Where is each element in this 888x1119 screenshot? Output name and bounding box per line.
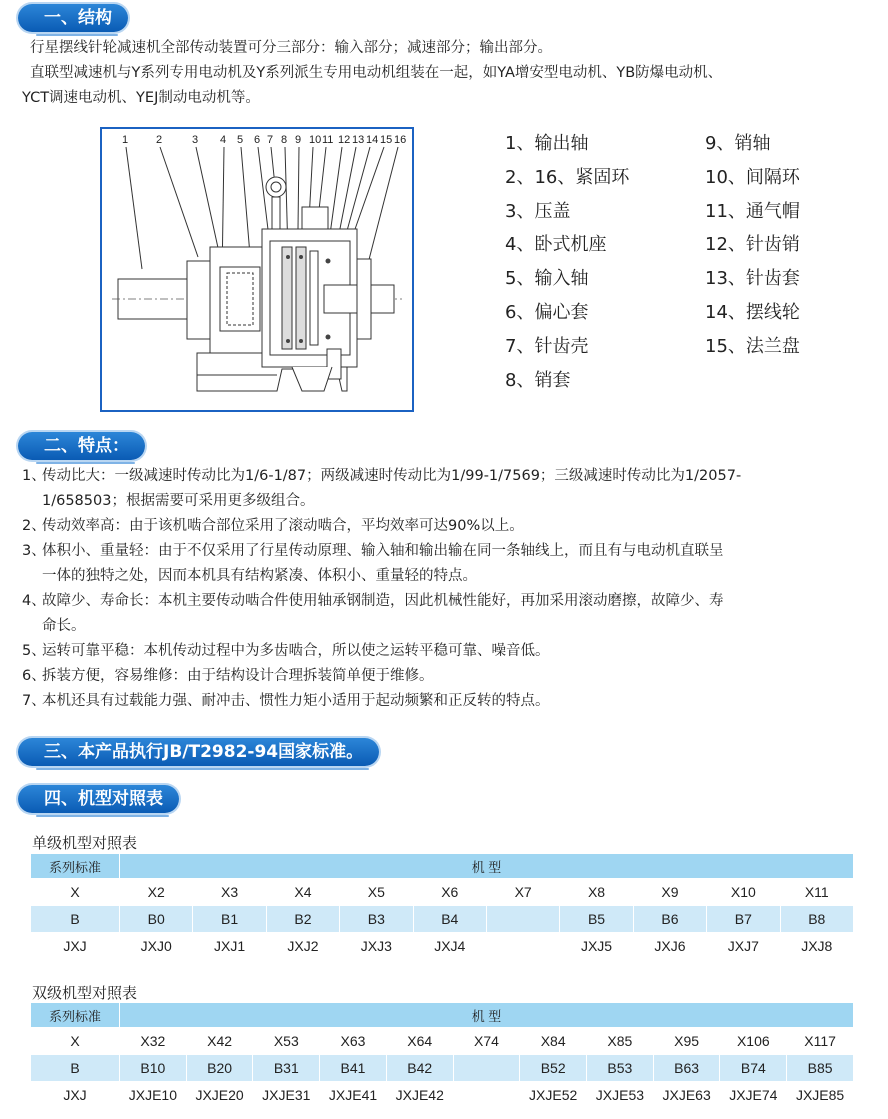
feature-line: 传动比大：一级减速时传动比为1/6-1/87；两级减速时传动比为1/99-1/7569；三级减速时传动比为1/2057- — [42, 468, 742, 484]
feature-number: 3、 — [22, 543, 46, 559]
table-cell: B20 — [187, 1055, 253, 1081]
part-item: 14、摆线轮 — [705, 301, 800, 323]
section-header-model-table: 四、机型对照表 — [18, 785, 179, 813]
feature-text — [42, 539, 872, 589]
part-item: 15、法兰盘 — [705, 335, 800, 357]
feature-number: 2、 — [22, 518, 46, 534]
table-cell: X63 — [320, 1028, 386, 1054]
callout-number: 9 — [295, 134, 302, 146]
part-item: 10、间隔环 — [705, 166, 800, 188]
part-item: 11、通气帽 — [705, 200, 800, 222]
feature-line: 一体的独特之处，因而本机具有结构紧凑、体积小、重量轻的特点。 — [42, 568, 477, 584]
table-header-row — [31, 1003, 853, 1027]
feature-line: 1/658503；根据需要可采用更多级组合。 — [42, 493, 315, 509]
callout-leader-line — [126, 147, 142, 269]
table-cell: B1 — [193, 906, 265, 932]
table-cell: X74 — [454, 1028, 520, 1054]
feature-text — [42, 689, 872, 714]
feature-line: 体积小、重量轻：由于不仅采用了行星传动原理、输入轴和输出输在同一条轴线上，而且有与电动机直联呈 — [42, 543, 724, 559]
reducer-cross-section-diagram — [100, 127, 414, 412]
callout-number: 11 — [322, 134, 334, 146]
table-cell: B10 — [120, 1055, 186, 1081]
part-item: 5、输入轴 — [505, 268, 589, 290]
table-cell: B74 — [720, 1055, 786, 1081]
table-cell: JXJ8 — [781, 933, 853, 959]
feature-line: 本机还具有过载能力强、耐冲击、惯性力矩小适用于起动频繁和正反转的特点。 — [42, 693, 550, 709]
table-row — [31, 1055, 853, 1081]
table-cell — [487, 906, 559, 932]
part-item: 9、销轴 — [705, 133, 771, 154]
diagram-drawing — [102, 129, 412, 410]
callout-number: 2 — [156, 134, 163, 146]
table-header-model: 机 型 — [120, 1003, 853, 1027]
table-cell: B41 — [320, 1055, 386, 1081]
table-cell: JXJE41 — [320, 1082, 386, 1108]
row-label: B — [31, 1055, 119, 1081]
feature-item — [22, 514, 872, 539]
parts-list-right — [705, 127, 800, 364]
table-cell: B6 — [634, 906, 706, 932]
feature-item — [22, 539, 872, 589]
table-cell: JXJ0 — [120, 933, 192, 959]
table-cell: B8 — [781, 906, 853, 932]
table-cell — [454, 1082, 520, 1108]
table-cell: B2 — [267, 906, 339, 932]
part-item: 1、输出轴 — [505, 133, 589, 154]
callout-number: 15 — [380, 134, 393, 146]
feature-item — [22, 689, 872, 714]
table-cell: B52 — [520, 1055, 586, 1081]
features-list — [22, 464, 872, 714]
table-header-model: 机 型 — [120, 854, 853, 878]
callout-leader-line — [196, 147, 220, 257]
table-cell: X84 — [520, 1028, 586, 1054]
feature-number: 1、 — [22, 468, 46, 484]
table-cell: X8 — [560, 879, 632, 905]
feature-text — [42, 514, 872, 539]
table-header-row — [31, 854, 853, 878]
table-cell: X11 — [781, 879, 853, 905]
structure-line-3: YCT调速电动机、YEJ制动电动机等。 — [22, 90, 260, 106]
table-cell: JXJ6 — [634, 933, 706, 959]
table-cell: JXJE74 — [720, 1082, 786, 1108]
feature-number: 5、 — [22, 643, 46, 659]
feature-number: 6、 — [22, 668, 46, 684]
part-item: 13、针齿套 — [705, 268, 800, 290]
feature-line: 拆装方便，容易维修：由于结构设计合理拆装简单便于维修。 — [42, 668, 434, 684]
table-cell: B42 — [387, 1055, 453, 1081]
feature-line: 命长。 — [42, 618, 86, 634]
table-cell: B7 — [707, 906, 779, 932]
table-corner-label: 系列标准 — [31, 1003, 119, 1027]
feature-item — [22, 589, 872, 639]
table-cell: X9 — [634, 879, 706, 905]
parts-list-left — [505, 127, 629, 397]
table-cell: JXJE10 — [120, 1082, 186, 1108]
feature-number: 4、 — [22, 593, 46, 609]
table-cell: JXJ4 — [414, 933, 486, 959]
table-cell: X85 — [587, 1028, 653, 1054]
table-cell: B63 — [654, 1055, 720, 1081]
section-header-features: 二、特点： — [18, 432, 145, 460]
table-cell: X95 — [654, 1028, 720, 1054]
part-item: 6、偏心套 — [505, 301, 589, 323]
row-label: X — [31, 879, 119, 905]
part-item: 3、压盖 — [505, 200, 571, 222]
table-cell: B53 — [587, 1055, 653, 1081]
table-cell: X32 — [120, 1028, 186, 1054]
table-cell: X106 — [720, 1028, 786, 1054]
table-corner-label: 系列标准 — [31, 854, 119, 878]
feature-item — [22, 464, 872, 514]
callout-number: 1 — [122, 134, 129, 146]
table-cell: X7 — [487, 879, 559, 905]
table-cell: X53 — [253, 1028, 319, 1054]
table-cell: JXJE53 — [587, 1082, 653, 1108]
table-cell: B85 — [787, 1055, 853, 1081]
feature-item — [22, 664, 872, 689]
table-row — [31, 879, 853, 905]
section-header-structure: 一、结构 — [18, 4, 128, 32]
table-cell: X10 — [707, 879, 779, 905]
table-cell — [454, 1055, 520, 1081]
callout-leader-line — [298, 147, 299, 229]
table-cell: X2 — [120, 879, 192, 905]
row-label: X — [31, 1028, 119, 1054]
table-cell: X3 — [193, 879, 265, 905]
callout-number: 8 — [281, 134, 288, 146]
single-stage-table-title: 单级机型对照表 — [32, 834, 138, 852]
callout-number: 7 — [267, 134, 274, 146]
table-cell: X64 — [387, 1028, 453, 1054]
table-cell — [487, 933, 559, 959]
single-stage-table — [30, 853, 854, 960]
callout-number: 14 — [366, 134, 379, 146]
double-stage-table-title: 双级机型对照表 — [32, 984, 138, 1002]
table-cell: JXJE42 — [387, 1082, 453, 1108]
part-item: 7、针齿壳 — [505, 335, 589, 357]
table-cell: JXJ2 — [267, 933, 339, 959]
table-cell: B0 — [120, 906, 192, 932]
table-cell: X117 — [787, 1028, 853, 1054]
table-cell: JXJ5 — [560, 933, 632, 959]
callout-number: 13 — [352, 134, 365, 146]
part-item: 2、16、紧固环 — [505, 166, 630, 188]
structure-line-1: 行星摆线针轮减速机全部传动装置可分三部分：输入部分；减速部分；输出部分。 — [30, 40, 552, 56]
feature-text — [42, 589, 872, 639]
table-cell: JXJ7 — [707, 933, 779, 959]
feature-number: 7、 — [22, 693, 46, 709]
table-cell: B3 — [340, 906, 412, 932]
table-cell: B31 — [253, 1055, 319, 1081]
table-cell: JXJE31 — [253, 1082, 319, 1108]
callout-number: 4 — [220, 134, 227, 146]
part-item: 8、销套 — [505, 369, 571, 391]
feature-item — [22, 639, 872, 664]
table-cell: JXJE20 — [187, 1082, 253, 1108]
table-row — [31, 906, 853, 932]
row-label: JXJ — [31, 933, 119, 959]
feature-line: 运转可靠平稳：本机传动过程中为多齿啮合，所以使之运转平稳可靠、噪音低。 — [42, 643, 550, 659]
part-item: 4、卧式机座 — [505, 234, 607, 256]
structure-text — [22, 36, 723, 111]
table-cell: B4 — [414, 906, 486, 932]
table-cell: B5 — [560, 906, 632, 932]
callout-number: 6 — [254, 134, 261, 146]
table-cell: X4 — [267, 879, 339, 905]
part-item: 12、针齿销 — [705, 234, 800, 256]
table-cell: X6 — [414, 879, 486, 905]
callout-leader-line — [160, 147, 198, 257]
double-stage-table — [30, 1002, 854, 1109]
table-cell: JXJ1 — [193, 933, 265, 959]
callout-number: 10 — [309, 134, 322, 146]
callout-number: 16 — [394, 134, 407, 146]
feature-line: 故障少、寿命长：本机主要传动啮合件使用轴承钢制造，因此机械性能好，再加采用滚动磨擦，故障少、寿 — [42, 593, 724, 609]
structure-line-2: 直联型减速机与Y系列专用电动机及Y系列派生专用电动机组装在一起，如YA增安型电动机、YB防爆电动机、 — [30, 65, 723, 81]
table-cell: JXJE63 — [654, 1082, 720, 1108]
table-row — [31, 933, 853, 959]
table-cell: X42 — [187, 1028, 253, 1054]
feature-text — [42, 664, 872, 689]
callout-number: 12 — [338, 134, 351, 146]
callout-number: 5 — [237, 134, 244, 146]
feature-text — [42, 464, 872, 514]
feature-text — [42, 639, 872, 664]
table-row — [31, 1082, 853, 1108]
table-cell: JXJE85 — [787, 1082, 853, 1108]
table-cell: JXJE52 — [520, 1082, 586, 1108]
feature-line: 传动效率高：由于该机啮合部位采用了滚动啮合，平均效率可达90%以上。 — [42, 518, 524, 534]
table-cell: JXJ3 — [340, 933, 412, 959]
table-cell: X5 — [340, 879, 412, 905]
section-header-standard: 三、本产品执行JB/T2982-94国家标准。 — [18, 738, 379, 766]
table-row — [31, 1028, 853, 1054]
callout-number: 3 — [192, 134, 199, 146]
row-label: JXJ — [31, 1082, 119, 1108]
row-label: B — [31, 906, 119, 932]
